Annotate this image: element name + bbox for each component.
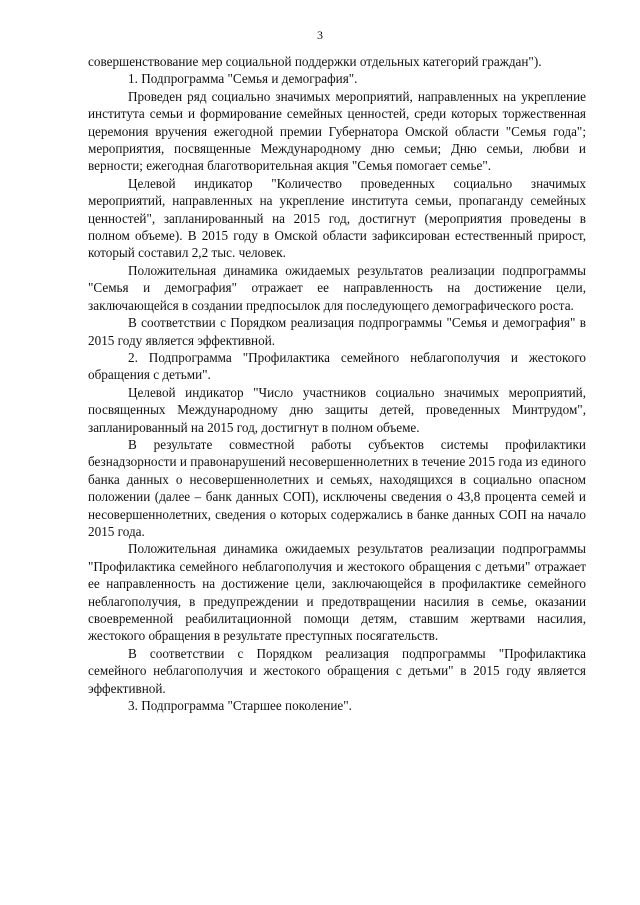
- paragraph: Проведен ряд социально значимых мероприятий, направленных на укрепление института семьи и формирование семейных ценностей, среди которых торжественная церемония вручения ежегодной премии Губернатора Омской области "Семья года"; мероприятия, посвященные Международному дню семьи; Дню семьи, любви и верности; ежегодная благотворительная акция "Семья помогает семье".: [88, 88, 586, 174]
- section-heading-family-prevention: 2. Подпрограмма "Профилактика семейного неблагополучия и жестокого обращения с детьми".: [88, 349, 586, 383]
- page-number: 3: [317, 28, 323, 42]
- paragraph: В соответствии с Порядком реализация подпрограммы "Профилактика семейного неблагополучия и жестокого обращения с детьми" в 2015 году является эффективной.: [88, 645, 586, 696]
- paragraph: В соответствии с Порядком реализация подпрограммы "Семья и демография" в 2015 году является эффективной.: [88, 315, 586, 348]
- section-heading-family-demography: 1. Подпрограмма "Семья и демография".: [128, 71, 358, 87]
- section-heading-older-generation: 3. Подпрограмма "Старшее поколение".: [128, 698, 352, 714]
- document-body: [88, 53, 586, 714]
- paragraph: Положительная динамика ожидаемых результатов реализации подпрограммы "Семья и демография" отражает ее направленность на достижение цели, заключающейся в создании предпосылок для последующего демографического роста.: [88, 262, 586, 313]
- paragraph: Целевой индикатор "Число участников социально значимых мероприятий, посвященных Международному дню защиты детей, проведенных Минтрудом", запланированный на 2015 год, достигнут в полном объеме.: [88, 384, 586, 435]
- paragraph-continuation: совершенствование мер социальной поддержки отдельных категорий граждан").: [88, 54, 542, 69]
- paragraph: Положительная динамика ожидаемых результатов реализации подпрограммы "Профилактика семейного неблагополучия и жестокого обращения с детьми" отражает ее направленность на достижение цели, заключающейся в профилактике семейного неблагополучия, в предупреждении и предотвращении насилия в семье, оказании своевременной реабилитационной помощи детям, ставшим жертвами насилия, жестокого обращения в результате преступных посягательств.: [88, 541, 586, 644]
- paragraph: В результате совместной работы субъектов системы профилактики безнадзорности и правонарушений несовершеннолетних в течение 2015 года из единого банка данных о несовершеннолетних и семьях, находящихся в социально опасном положении (далее – банк данных СОП), исключены сведения о 43,8 процента семей и несовершеннолетних, сведения о которых содержались в банке данных СОП на начало 2015 года.: [88, 436, 586, 539]
- paragraph: Целевой индикатор "Количество проведенных социально значимых мероприятий, направленных на укрепление института семьи, пропаганду семейных ценностей", запланированный на 2015 год, достигнут (мероприятия проведены в полном объеме). В 2015 году в Омской области зафиксирован естественный прирост, который составил 2,2 тыс. человек.: [88, 175, 586, 261]
